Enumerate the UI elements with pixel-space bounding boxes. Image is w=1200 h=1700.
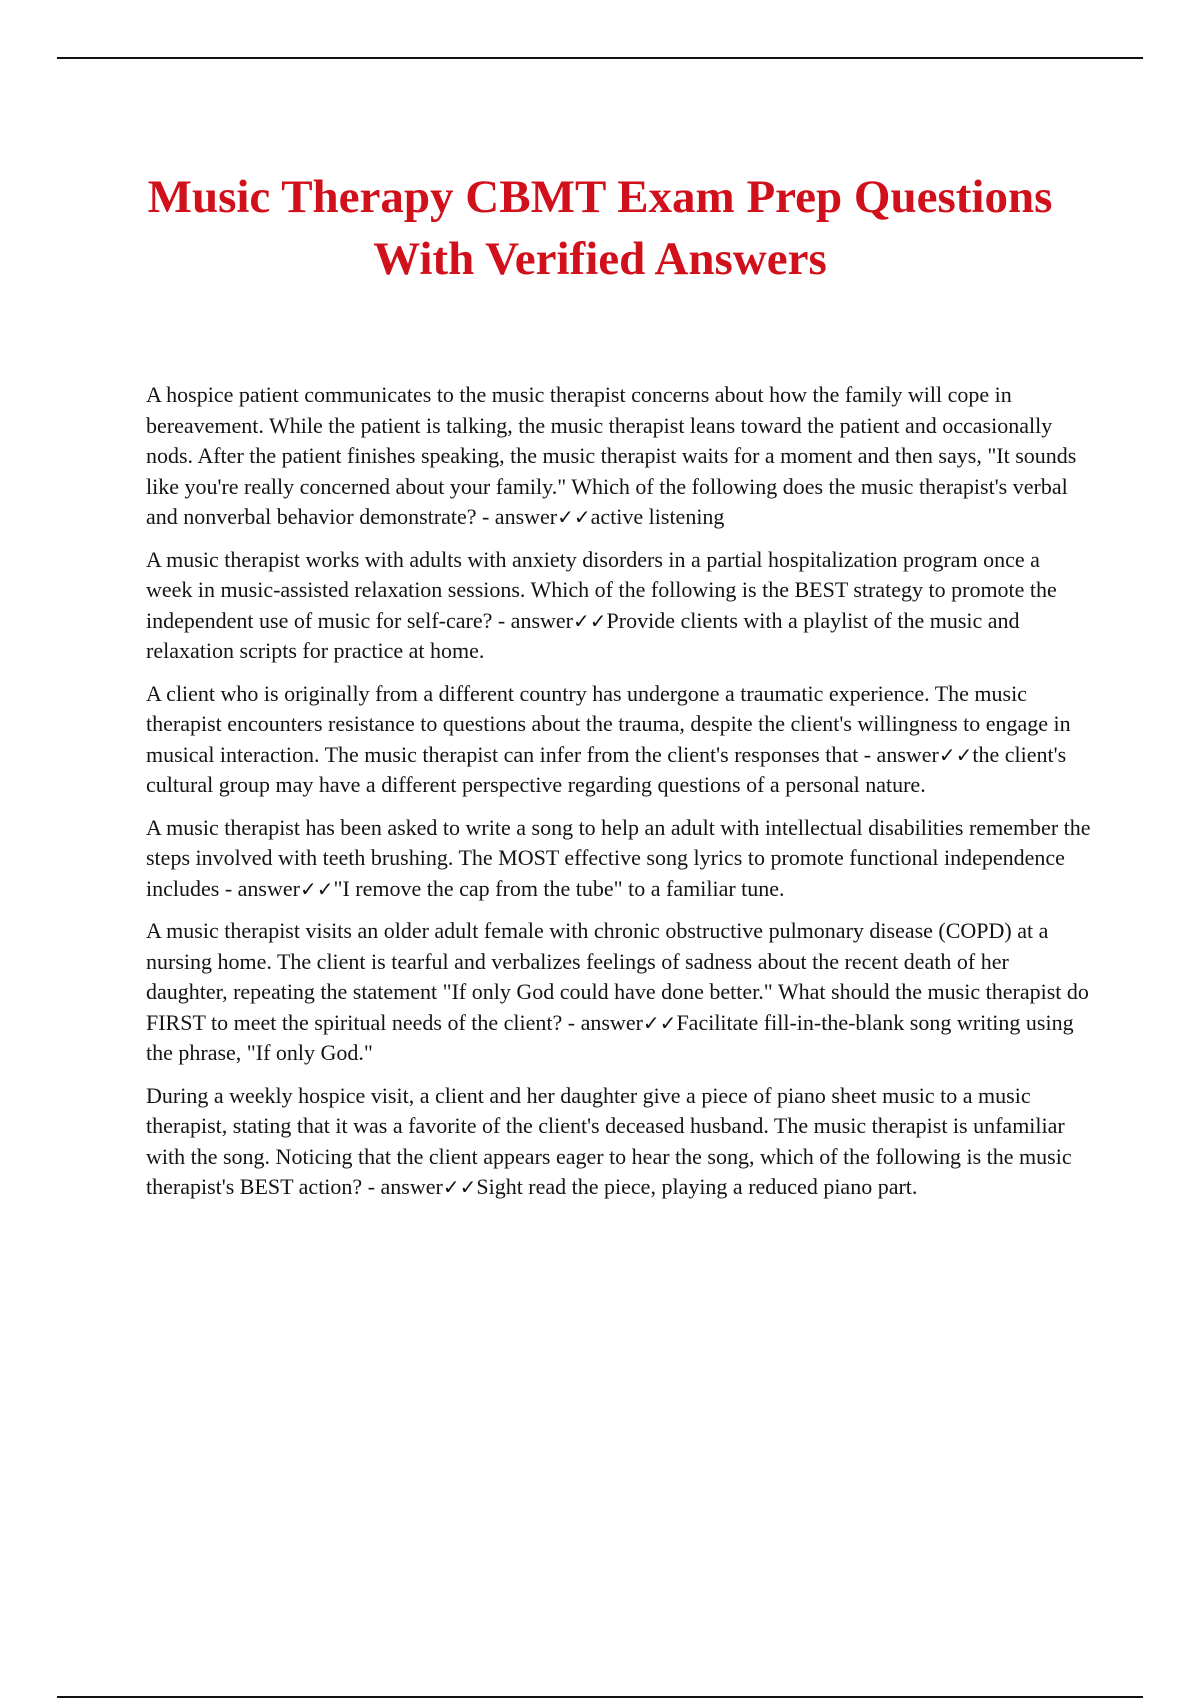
check-icon: ✓✓: [573, 608, 607, 633]
question-text: A hospice patient communicates to the music therapist concerns about how the family will cope in bereavement. While the patient is talking, the music therapist leans toward the patient and occasionally nods. After the patient finishes speaking, the music therapist waits for a moment and then says, "It sounds like you're really concerned about your family." Which of the following does the music therapist's verbal and nonverbal behavior demonstrate?: [146, 382, 1077, 529]
answer-text: Sight read the piece, playing a reduced piano part.: [476, 1174, 918, 1199]
question-text: A music therapist visits an older adult female with chronic obstructive pulmonary disease (COPD) at a nursing home. The client is tearful and verbalizes feelings of sadness about the recent death of her daughter, repeating the statement "If only God could have done better." What should the music therapist do FIRST to meet the spiritual needs of the client?: [146, 918, 1089, 1035]
question-text: During a weekly hospice visit, a client and her daughter give a piece of piano sheet music to a music therapist, stating that it was a favorite of the client's deceased husband. The music therapist is unfamiliar with the song. Noticing that the client appears eager to hear the song, which of the following is the music therapist's BEST action?: [146, 1082, 1072, 1199]
answer-text: Provide clients with a playlist of the music and relaxation scripts for practice at home.: [146, 607, 1020, 663]
answer-text: the client's cultural group may have a different perspective regarding questions of a personal nature.: [146, 741, 1067, 797]
check-icon: ✓✓: [938, 742, 973, 767]
question-text: A music therapist has been asked to write a song to help an adult with intellectual disabilities remember the steps involved with teeth brushing. The MOST effective song lyrics to promote functional independence includes: [146, 814, 1091, 901]
answer-label: - answer: [219, 875, 300, 901]
top-rule: [57, 57, 1143, 59]
answer-label: - answer: [362, 1174, 443, 1199]
answer-label: - answer: [492, 607, 573, 633]
qa-item: [146, 679, 1091, 801]
check-icon: ✓✓: [299, 876, 334, 901]
answer-text: active listening: [590, 504, 725, 529]
qa-item: [146, 1081, 1091, 1203]
answer-label: - answer: [476, 504, 558, 529]
answer-text: "I remove the cap from the tube" to a familiar tune.: [333, 875, 785, 901]
answer-text: Facilitate fill-in-the-blank song writing using the phrase, "If only God.": [146, 1009, 1074, 1065]
check-icon: ✓✓: [442, 1175, 477, 1199]
check-icon: ✓✓: [557, 505, 591, 529]
qa-item: [146, 916, 1091, 1069]
check-icon: ✓✓: [642, 1010, 677, 1035]
qa-item: [146, 380, 1091, 533]
qa-item: [146, 545, 1091, 667]
answer-label: - answer: [562, 1009, 643, 1035]
question-text: A client who is originally from a different country has undergone a traumatic experience. The music therapist encounters resistance to questions about the trauma, despite the client's willingness to engage in musical interaction. The music therapist can infer from the client's responses that: [146, 680, 1071, 767]
question-text: A music therapist works with adults with anxiety disorders in a partial hospitalization program once a week in music-assisted relaxation sessions. Which of the following is the BEST strategy to promote the independent use of music for self-care?: [146, 546, 1057, 633]
bottom-rule: [57, 1696, 1143, 1698]
qa-list: [146, 380, 1091, 1215]
document-title: Music Therapy CBMT Exam Prep Questions With Verified Answers: [147, 171, 1053, 285]
qa-item: [146, 813, 1091, 905]
answer-label: - answer: [858, 741, 939, 767]
